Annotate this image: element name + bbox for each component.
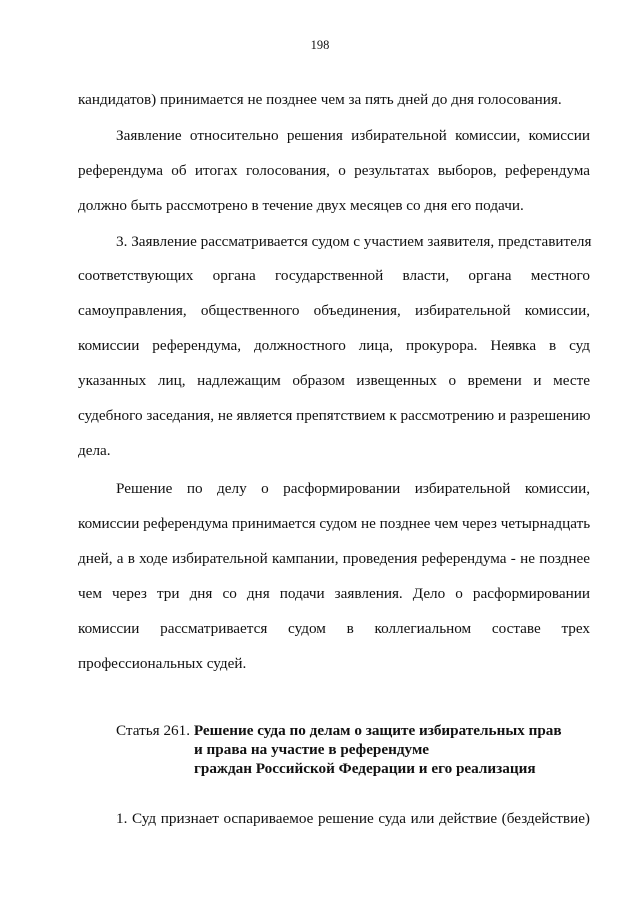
text-line: комиссии референдума, должностного лица, прокурора. Неявка в суд [78,337,590,354]
text-line: судебного заседания, не является препятствием к рассмотрению и разрешению [78,407,591,424]
text-line: самоуправления, общественного объединения, избирательной комиссии, [78,302,590,319]
text-line: комиссии референдума принимается судом не позднее чем через четырнадцать [78,515,591,532]
text-line: кандидатов) принимается не позднее чем за пять дней до дня голосования. [78,91,562,108]
page-number: 198 [310,38,330,52]
article-title: Решение суда по делам о защите избирательных прав [193,722,562,739]
text-line: 3. Заявление рассматривается судом с участием заявителя, представителя [116,233,592,250]
text-line: дней, а в ходе избирательной кампании, проведения референдума - не позднее [78,550,590,567]
article-title: граждан Российской Федерации и его реализация [194,760,536,777]
text-line: 1. Суд признает оспариваемое решение суда или действие (бездействие) [116,810,590,827]
text-line: профессиональных судей. [78,655,247,672]
article-title: и права на участие в референдуме [194,741,430,758]
text-line: указанных лиц, надлежащим образом извещенных о времени и месте [78,372,590,389]
article-heading-line [116,721,562,741]
text-line: Заявление относительно решения избирательной комиссии, комиссии [116,127,590,144]
text-line: должно быть рассмотрено в течение двух месяцев со дня его подачи. [78,197,524,214]
text-line: комиссии рассматривается судом в коллегиальном составе трех [78,620,590,637]
text-line: чем через три дня со дня подачи заявления. Дело о расформировании [78,585,590,602]
article-number: Статья 261. [116,722,191,739]
text-line: дела. [78,442,111,459]
text-line: соответствующих органа государственной власти, органа местного [78,267,590,284]
text-line: референдума об итогах голосования, о результатах выборов, референдума [78,162,590,179]
text-line: Решение по делу о расформировании избирательной комиссии, [116,480,590,497]
